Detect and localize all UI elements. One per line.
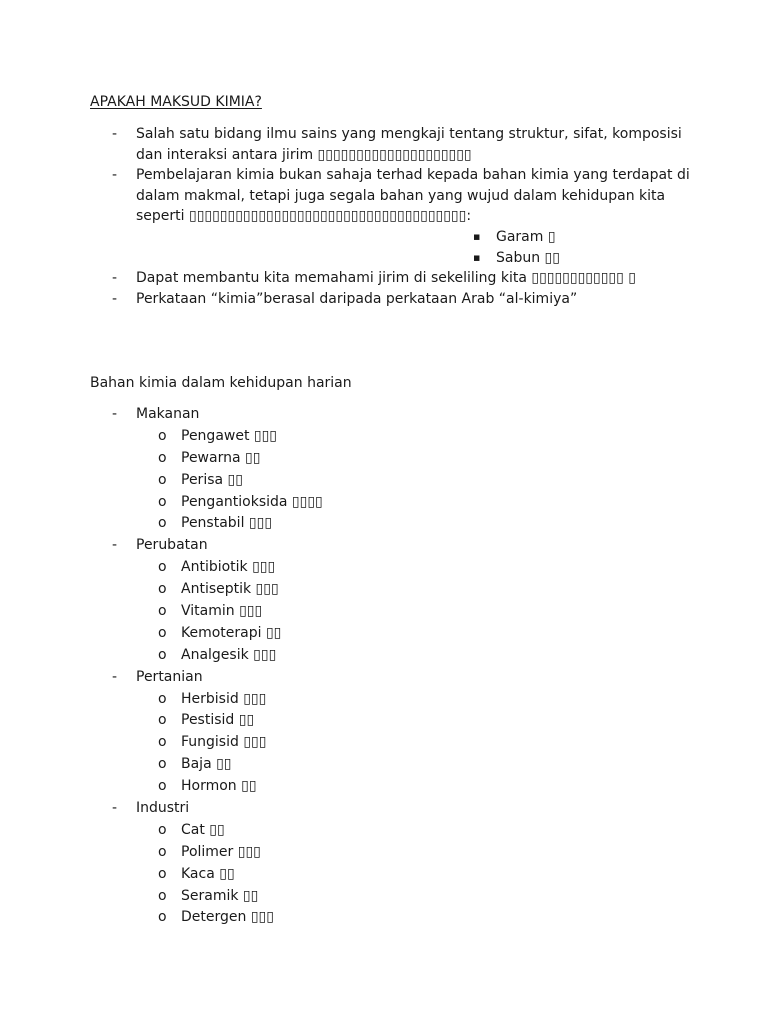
- circle-bullet-icon: o: [158, 427, 167, 444]
- list-item-text: Dapat membantu kita memahami jirim di sekeliling kita ▯▯▯▯▯▯▯▯▯▯▯▯ ▯: [136, 270, 636, 287]
- square-bullet-icon: ▪: [473, 229, 481, 243]
- circle-bullet-icon: o: [158, 865, 167, 882]
- sub-item: [112, 557, 512, 579]
- circle-bullet-icon: o: [158, 712, 167, 729]
- sub-item: [112, 645, 512, 667]
- sub-item: [112, 886, 512, 908]
- circle-bullet-icon: o: [158, 909, 167, 926]
- sub-item-text: Kemoterapi ▯▯: [181, 624, 282, 641]
- sub-item-text: Detergen ▯▯▯: [181, 909, 274, 926]
- dash-marker: -: [112, 167, 118, 184]
- list-item: [112, 165, 692, 227]
- list-item-text: Pembelajaran kimia bukan sahaja terhad kepada bahan kimia yang terdapat di dalam makmal, tetapi juga segala bahan yang wujud dalam kehidupan kita seperti ▯▯▯▯▯▯▯▯▯▯▯▯▯▯▯▯▯▯▯▯▯▯▯▯▯▯▯▯▯▯▯▯▯▯▯▯:: [136, 167, 690, 225]
- definition-list: [112, 124, 692, 309]
- list-item: [112, 268, 692, 289]
- circle-bullet-icon: o: [158, 603, 167, 620]
- circle-bullet-icon: o: [158, 734, 167, 751]
- circle-bullet-icon: o: [158, 471, 167, 488]
- category-heading: [112, 798, 512, 820]
- sub-item: [112, 623, 512, 645]
- sub-item-text: Pestisid ▯▯: [181, 712, 255, 729]
- sub-item: [112, 820, 512, 842]
- sub-item-text: Polimer ▯▯▯: [181, 843, 261, 860]
- sub-item: [112, 754, 512, 776]
- circle-bullet-icon: o: [158, 778, 167, 795]
- sub-item-text: Analgesik ▯▯▯: [181, 646, 277, 663]
- sub-item-text: Perisa ▯▯: [181, 471, 243, 488]
- example-item: [473, 227, 692, 248]
- list-item: [112, 124, 692, 165]
- sub-item-text: Fungisid ▯▯▯: [181, 734, 267, 751]
- sub-item: [112, 907, 512, 929]
- sub-item: [112, 513, 512, 535]
- circle-bullet-icon: o: [158, 581, 167, 598]
- category-name: Makanan: [136, 406, 200, 422]
- list-item: [112, 289, 692, 310]
- circle-bullet-icon: o: [158, 887, 167, 904]
- sub-item-text: Pewarna ▯▯: [181, 449, 261, 466]
- sub-item: [112, 842, 512, 864]
- sub-item-text: Pengantioksida ▯▯▯▯: [181, 493, 323, 510]
- category-name: Pertanian: [136, 668, 203, 685]
- sub-item-text: Pengawet ▯▯▯: [181, 427, 278, 444]
- section-title: Bahan kimia dalam kehidupan harian: [90, 375, 352, 391]
- square-bullet-icon: ▪: [473, 250, 481, 264]
- sub-item: [112, 864, 512, 886]
- dash-marker: -: [112, 406, 118, 422]
- sub-item-text: Hormon ▯▯: [181, 778, 257, 795]
- circle-bullet-icon: o: [158, 449, 167, 466]
- chemical-category-list: [112, 404, 512, 929]
- sub-item: [112, 492, 512, 514]
- sub-item: [112, 689, 512, 711]
- sub-item: [112, 470, 512, 492]
- sub-item-text: Herbisid ▯▯▯: [181, 690, 267, 707]
- category-heading: [112, 535, 512, 557]
- category-name: Perubatan: [136, 537, 208, 554]
- circle-bullet-icon: o: [158, 690, 167, 707]
- sub-item: [112, 601, 512, 623]
- sub-item: [112, 732, 512, 754]
- sub-item: [112, 579, 512, 601]
- sub-item-text: Seramik ▯▯: [181, 887, 259, 904]
- dash-marker: -: [112, 270, 118, 287]
- sub-item: [112, 426, 512, 448]
- category-name: Industri: [136, 800, 190, 817]
- sub-item-text: Cat ▯▯: [181, 821, 225, 838]
- sub-item-text: Kaca ▯▯: [181, 865, 235, 882]
- example-text: Sabun ▯▯: [496, 249, 560, 266]
- dash-marker: -: [112, 126, 118, 142]
- sub-item-text: Antibiotik ▯▯▯: [181, 559, 276, 576]
- example-text: Garam ▯: [496, 228, 556, 245]
- circle-bullet-icon: o: [158, 756, 167, 773]
- category-heading: [112, 667, 512, 689]
- circle-bullet-icon: o: [158, 843, 167, 860]
- sub-item: [112, 776, 512, 798]
- category-heading: [112, 404, 512, 426]
- circle-bullet-icon: o: [158, 624, 167, 641]
- circle-bullet-icon: o: [158, 821, 167, 838]
- circle-bullet-icon: o: [158, 493, 167, 510]
- circle-bullet-icon: o: [158, 515, 167, 532]
- list-item-text: Salah satu bidang ilmu sains yang mengkaji tentang struktur, sifat, komposisi dan interaksi antara jirim ▯▯▯▯▯▯▯▯▯▯▯▯▯▯▯▯▯▯▯▯: [136, 126, 682, 163]
- circle-bullet-icon: o: [158, 559, 167, 576]
- sub-item: [112, 710, 512, 732]
- sub-item-text: Baja ▯▯: [181, 756, 232, 773]
- sub-item-text: Antiseptik ▯▯▯: [181, 581, 279, 598]
- sub-item-text: Vitamin ▯▯▯: [181, 603, 263, 620]
- list-item-text: Perkataan “kimia”berasal daripada perkataan Arab “al-kimiya”: [136, 290, 578, 307]
- page-title: APAKAH MAKSUD KIMIA?: [90, 94, 262, 110]
- example-item: [473, 248, 692, 269]
- dash-marker: -: [112, 290, 118, 307]
- dash-marker: -: [112, 800, 118, 817]
- dash-marker: -: [112, 668, 118, 685]
- sub-item-text: Penstabil ▯▯▯: [181, 515, 273, 532]
- dash-marker: -: [112, 537, 118, 554]
- sub-item: [112, 448, 512, 470]
- circle-bullet-icon: o: [158, 646, 167, 663]
